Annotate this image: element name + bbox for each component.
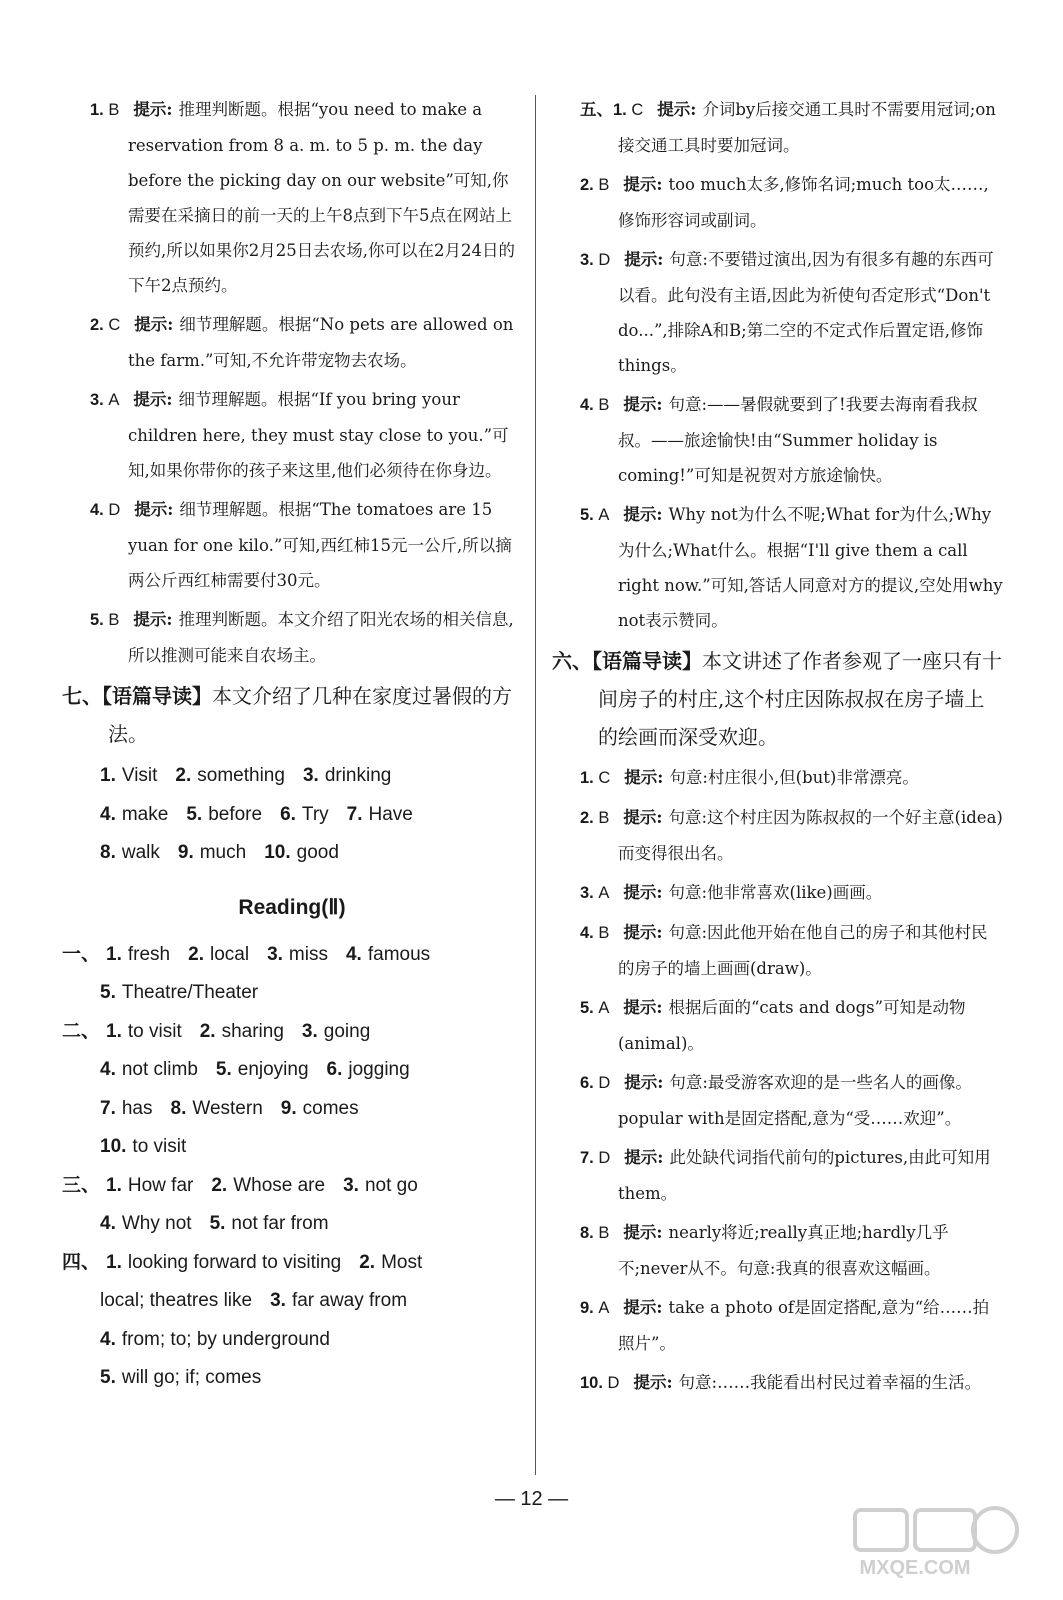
fill-answer [106,1252,341,1273]
blank-number: 1. [100,765,116,786]
section-6-answers [552,760,1004,1401]
blank-number: 10. [264,842,291,863]
hint-text: 句意:他非常喜欢(like)画画。 [668,883,883,902]
answer-letter: B [598,924,610,942]
fill-answer [100,842,160,863]
answer-item [552,167,1004,238]
left-answer-list [62,92,522,673]
hint-label: 提示: [624,768,664,787]
blank-text: not far from [231,1213,329,1234]
hint-text: 推理判断题。本文介绍了阳光农场的相关信息,所以推测可能来自农场主。 [128,610,514,665]
blank-text: miss [288,943,328,965]
fill-answer [100,765,157,786]
item-number: 4. [90,501,109,519]
blank-number: 5. [215,1059,232,1080]
blank-number: 3. [343,1174,359,1196]
fill-answer [327,1059,410,1080]
hint-text: 句意:这个村庄因为陈叔叔的一个好主意(idea)而变得很出名。 [618,808,1003,863]
hint-text: 句意:因此他开始在他自己的房子和其他村民的房子的墙上画画(draw)。 [618,923,988,978]
blank-number: 6. [326,1059,343,1080]
blank-text: enjoying [237,1059,309,1080]
blank-text: not climb [121,1059,198,1080]
section-7-label: 七、【语篇导读】 [62,684,212,708]
hint-text: 句意:不要错过演出,因为有很多有趣的东西可以看。此句没有主语,因此为祈使句否定形式“Don't do...”,排除A和B;第二空的不定式作后置定语,修饰things。 [618,250,994,375]
answer-item [62,492,522,598]
blank-number: 7. [100,1097,116,1119]
blank-text: local [209,943,250,965]
hint-text: 细节理解题。根据“The tomatoes are 15 yuan for one kilo.”可知,西红柿15元一公斤,所以摘两公斤西红柿需要付30元。 [128,500,512,590]
blank-number: 4. [100,1213,116,1234]
fill-answer [264,842,339,863]
item-number: 7. [580,1149,599,1167]
fill-answer [100,982,258,1003]
answer-row [62,1090,522,1129]
answer-letter: A [108,391,120,409]
item-number: 4. [580,396,599,414]
answer-item [552,915,1004,986]
answer-row [62,1321,522,1360]
answer-item [552,387,1004,493]
hint-label: 提示: [133,100,173,119]
blank-text: make [121,803,169,825]
blank-text: will go; if; comes [121,1367,262,1388]
column-divider [535,95,536,1475]
blank-text: Try [301,803,329,825]
answer-letter: D [598,251,611,269]
answer-letter: C [598,769,611,787]
blank-text: before [208,803,263,825]
blank-text: something [197,765,285,786]
hint-text: 句意:——暑假就要到了!我要去海南看我叔叔。——旅途愉快!由“Summer holiday is coming!”可知是祝贺对方旅途愉快。 [618,395,978,485]
blank-text: good [296,842,339,863]
blank-number: 6. [280,803,296,825]
blank-number: 7. [346,803,363,825]
hint-label: 提示: [623,923,663,942]
hint-text: nearly将近;really真正地;hardly几乎不;never从不。句意:我真的很喜欢这幅画。 [618,1223,949,1278]
answer-item [62,307,522,378]
section-7-answers [62,757,522,873]
blank-text: to visit [132,1136,187,1157]
answer-row [62,1051,522,1090]
item-number: 2. [90,316,109,334]
item-number: 6. [580,1074,599,1092]
left-column [62,92,522,1398]
fill-answer [343,1175,418,1196]
item-number: 5. [580,999,599,1017]
fill-answer [359,1252,422,1273]
blank-number: 2. [175,765,192,786]
section-6-label: 六、【语篇导读】 [552,649,702,673]
fill-answer [100,1098,153,1119]
blank-text: walk [121,842,160,863]
fill-answer [303,765,391,786]
item-number: 9. [580,1299,599,1317]
blank-text: to visit [127,1020,182,1042]
reading-answer-groups [62,936,522,1398]
fill-answer [178,842,246,863]
answer-letter: B [108,101,120,119]
item-number: 3. [580,884,599,902]
blank-number: 2. [188,943,204,965]
blank-number: 5. [209,1213,226,1234]
fill-answer [210,1213,329,1234]
blank-number: 1. [106,1174,122,1196]
answer-item [552,1065,1004,1136]
blank-number: 2. [199,1020,216,1042]
answer-item [62,602,522,673]
blank-text: fresh [127,943,171,965]
answer-letter: A [598,884,610,902]
hint-text: 此处缺代词指代前句的pictures,由此可知用them。 [618,1148,991,1203]
fill-answer [280,804,329,825]
blank-number: 4. [345,943,362,965]
blank-number: 5. [100,1367,116,1388]
hint-label: 提示: [623,808,663,827]
section-label: 五、 [580,101,613,119]
blank-number: 8. [100,842,116,863]
fill-answer [211,1175,325,1196]
hint-text: 介词by后接交通工具时不需要用冠词;on接交通工具时要加冠词。 [618,100,996,155]
hint-label: 提示: [624,1073,664,1092]
blank-text: Theatre/Theater [121,982,259,1003]
blank-text: not go [364,1174,418,1196]
blank-text: How far [127,1174,194,1196]
answer-item [552,1140,1004,1211]
hint-text: 句意:……我能看出村民过着幸福的生活。 [678,1373,982,1392]
hint-label: 提示: [133,610,173,629]
fill-answer [106,1175,193,1196]
group-label: 四、 [62,1251,101,1273]
blank-number: 1. [106,1020,122,1042]
item-number: 8. [580,1224,599,1242]
group-label: 一、 [62,943,101,965]
answer-row [100,796,522,835]
answer-letter: A [598,1299,610,1317]
answer-letter: B [598,176,610,194]
answer-item [62,92,522,303]
hint-label: 提示: [623,175,663,194]
svg-text:MXQE.COM: MXQE.COM [859,1557,971,1578]
section-7-intro: 本文介绍了几种在家度过暑假的方法。 [108,684,512,746]
answer-item [552,1290,1004,1361]
item-number: 5. [580,506,599,524]
blank-number: 9. [280,1097,297,1119]
answer-item [62,382,522,488]
blank-text: Whose are [233,1174,326,1196]
answer-letter: B [108,611,120,629]
fill-answer [175,765,285,786]
fill-answer [200,1021,284,1042]
blank-number: 1. [106,1251,122,1273]
blank-text: Why not [121,1213,192,1234]
item-number: 3. [90,391,109,409]
answer-row [100,757,522,796]
fill-answer [302,1021,370,1042]
fill-answer [347,804,413,825]
hint-label: 提示: [624,250,664,269]
hint-text: 根据后面的“cats and dogs”可知是动物(animal)。 [618,998,966,1053]
reading-title: Reading(Ⅱ) [238,895,346,919]
blank-number: 1. [106,943,122,965]
answer-row [62,1128,522,1167]
fill-answer [186,804,262,825]
hint-label: 提示: [134,500,174,519]
fill-answer [270,1290,407,1311]
answer-row [62,1359,522,1398]
fill-answer [106,944,170,965]
answer-item [552,1365,1004,1401]
item-number: 4. [580,924,599,942]
hint-label: 提示: [623,883,663,902]
blank-text: Western [192,1097,263,1119]
answer-item [552,875,1004,911]
hint-label: 提示: [623,395,663,414]
fill-answer [100,1136,186,1157]
hint-label: 提示: [623,505,663,524]
item-number: 2. [580,809,599,827]
item-number: 1. [613,101,632,119]
answer-letter: B [598,396,610,414]
hint-label: 提示: [623,1223,663,1242]
hint-label: 提示: [624,1148,664,1167]
answer-row [62,1244,522,1283]
answer-letter: C [108,316,121,334]
blank-text: looking forward to visiting [127,1251,342,1273]
blank-number: 3. [302,765,319,786]
answer-item [552,1215,1004,1286]
hint-text: 句意:村庄很小,但(but)非常漂亮。 [669,768,919,787]
answer-letter: D [108,501,121,519]
blank-number: 3. [270,1290,286,1311]
answer-row [62,936,522,975]
blank-text: sharing [221,1020,284,1042]
item-number: 2. [580,176,599,194]
blank-number: 3. [301,1020,318,1042]
blank-text: from; to; by underground [121,1328,330,1350]
fill-answer [188,944,249,965]
group-label: 二、 [62,1020,101,1042]
answer-item [552,497,1004,638]
hint-label: 提示: [134,315,174,334]
blank-number: 3. [267,943,283,965]
blank-text: local; theatres like [100,1290,253,1311]
answer-letter: D [598,1074,611,1092]
answer-letter: D [607,1374,620,1392]
item-number: 10. [580,1374,608,1392]
hint-text: take a photo of是固定搭配,意为“给……拍照片”。 [618,1298,990,1353]
blank-number: 4. [100,1059,116,1080]
fill-answer [100,1367,261,1388]
fill-answer [100,1290,252,1311]
section-5-answers [552,92,1004,638]
fill-answer [100,804,168,825]
answer-row [100,834,522,873]
blank-text: Have [368,803,413,825]
hint-text: 细节理解题。根据“If you bring your children here, they must stay close to you.”可知,如果你带你的孩子来这里,他们必须待在你身边。 [128,390,509,480]
blank-text: comes [302,1097,359,1119]
blank-number: 9. [177,842,194,863]
answer-row [62,1167,522,1206]
answer-letter: B [598,1224,610,1242]
blank-text: much [199,842,247,863]
hint-text: 句意:最受游客欢迎的是一些名人的画像。popular with是固定搭配,意为“受……欢迎”。 [618,1073,972,1128]
right-column [552,92,1004,1405]
blank-number: 4. [100,1328,116,1350]
blank-number: 2. [359,1251,376,1273]
hint-label: 提示: [133,390,173,409]
fill-answer [346,944,430,965]
section-6-intro: 本文讲述了作者参观了一座只有十间房子的村庄,这个村庄因陈叔叔在房子墙上的绘画而深受欢迎。 [598,649,1002,749]
fill-answer [281,1098,359,1119]
blank-text: far away from [291,1290,408,1311]
hint-text: 细节理解题。根据“No pets are allowed on the farm.”可知,不允许带宠物去农场。 [128,315,514,370]
answer-letter: D [598,1149,611,1167]
blank-number: 10. [100,1136,127,1157]
blank-text: jogging [348,1059,410,1080]
page-number: — 12 — [494,1488,569,1510]
blank-number: 8. [170,1097,187,1119]
blank-text: going [323,1020,371,1042]
hint-text: Why not为什么不呢;What for为什么;Why为什么;What什么。根据“I'll give them a call right now.”可知,答话人同意对方的提议,空处用why not表示赞同。 [618,505,1003,630]
fill-answer [100,1329,330,1350]
blank-text: Most [381,1251,423,1273]
blank-number: 5. [186,803,203,825]
answer-letter: B [598,809,610,827]
section-7-heading [62,677,522,753]
hint-label: 提示: [657,100,697,119]
answer-item [552,242,1004,383]
answer-letter: A [598,506,610,524]
blank-text: Visit [121,765,158,786]
answer-item [552,800,1004,871]
hint-label: 提示: [633,1373,673,1392]
answer-row [62,1013,522,1052]
fill-answer [171,1098,263,1119]
fill-answer [100,1059,198,1080]
blank-text: has [121,1097,153,1119]
blank-text: famous [367,943,431,965]
fill-answer [106,1021,182,1042]
fill-answer [267,944,328,965]
watermark-logo [795,1500,1035,1578]
section-6-heading [552,642,1004,756]
item-number: 5. [90,611,109,629]
hint-label: 提示: [623,998,663,1017]
blank-number: 4. [100,803,116,825]
item-number: 3. [580,251,599,269]
answer-item [552,92,1004,163]
answer-row [62,1282,522,1321]
answer-item [552,760,1004,796]
blank-number: 5. [100,982,116,1003]
group-label: 三、 [62,1174,101,1196]
answer-letter: C [631,101,644,119]
hint-text: 推理判断题。根据“you need to make a reservation from 8 a. m. to 5 p. m. the day before the picking day on our website”可知,你需要在采摘日的前一天的上午8点到下午5点在网站上预约,所以如果你2月25日去农场,你可以在2月24日的下午2点预约。 [128,100,515,295]
item-number: 1. [580,769,599,787]
fill-answer [100,1213,192,1234]
answer-letter: A [598,999,610,1017]
answer-row [62,974,522,1013]
blank-number: 2. [211,1174,228,1196]
item-number: 1. [90,101,109,119]
hint-label: 提示: [623,1298,663,1317]
blank-text: drinking [324,765,392,786]
hint-text: too much太多,修饰名词;much too太……,修饰形容词或副词。 [618,175,989,230]
answer-item [552,990,1004,1061]
fill-answer [216,1059,309,1080]
answer-row [62,1205,522,1244]
